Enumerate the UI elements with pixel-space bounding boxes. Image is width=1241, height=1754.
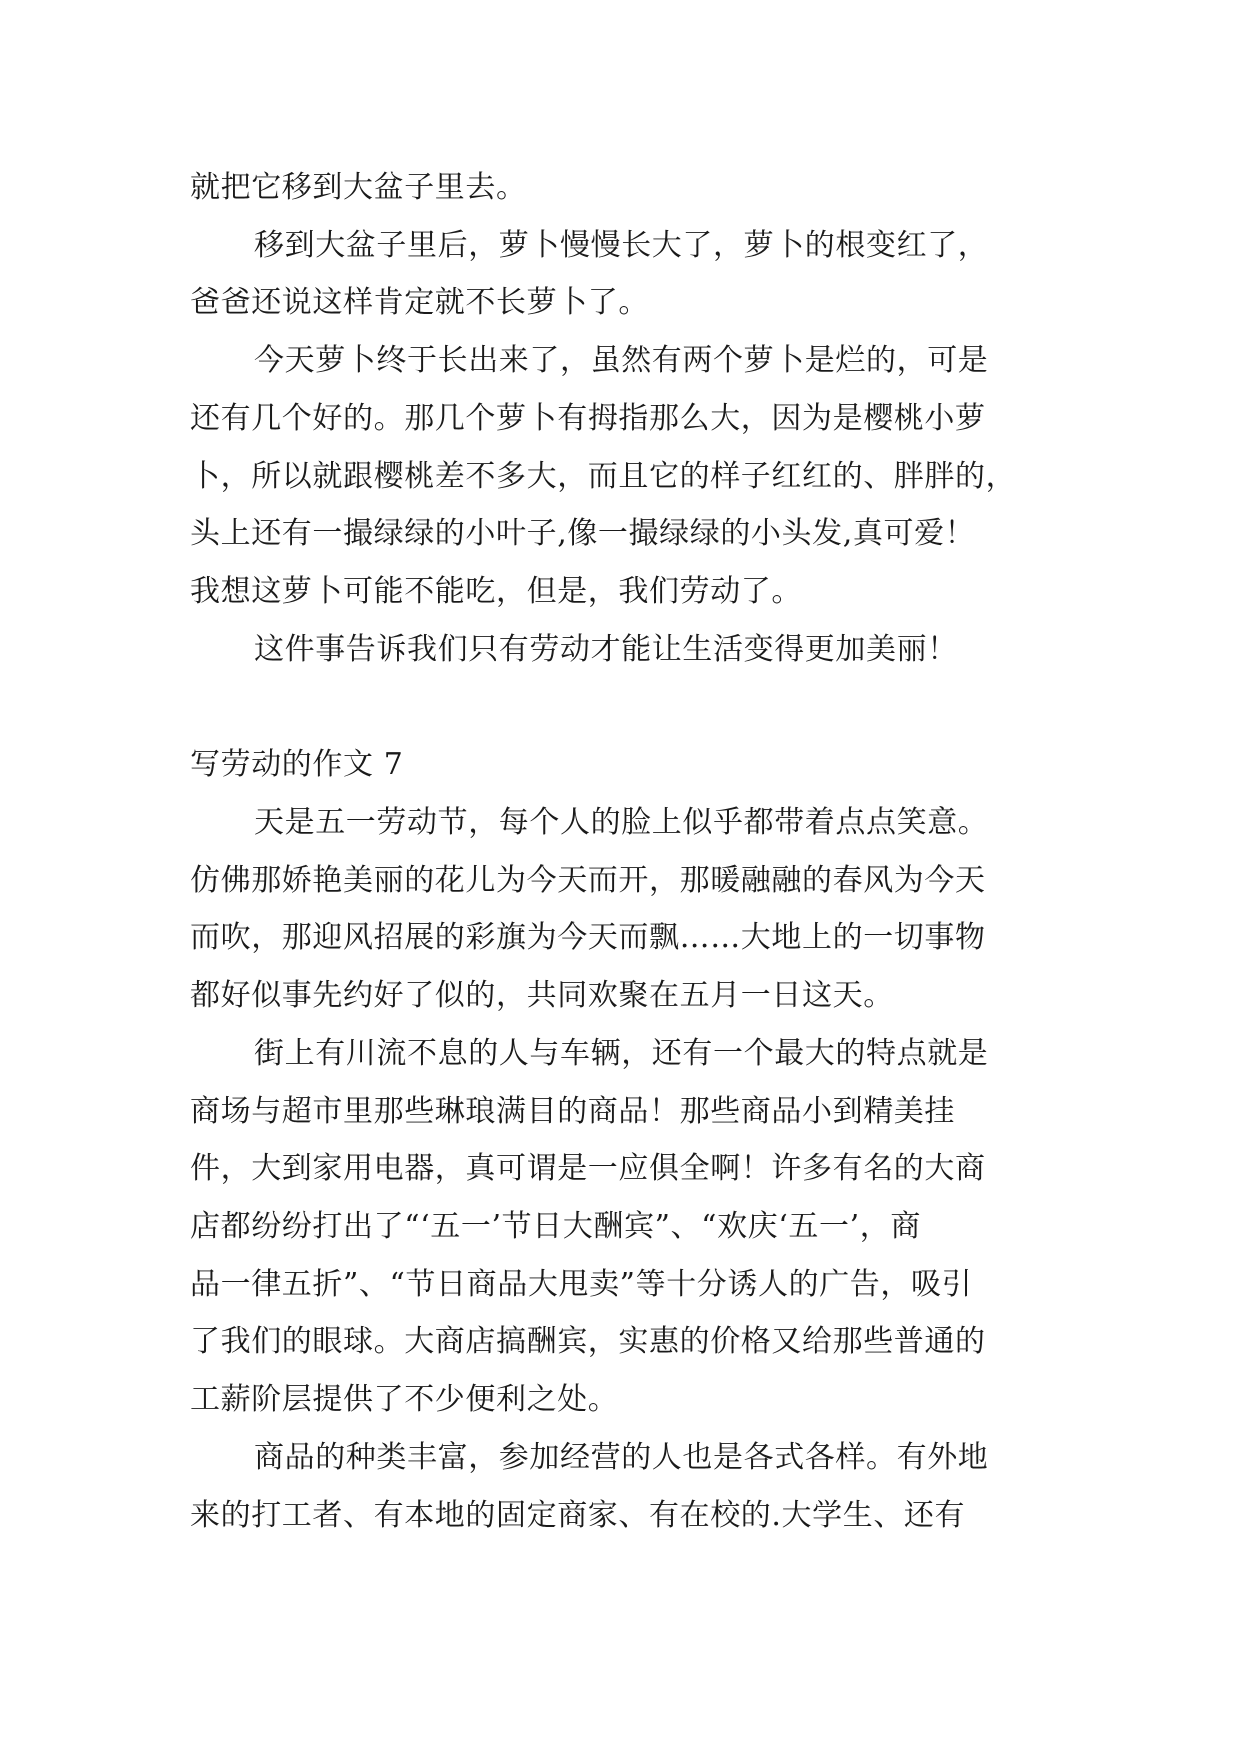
text-line: 爸爸还说这样肯定就不长萝卜了。 — [190, 285, 649, 320]
text-line: 卜，所以就跟樱桃差不多大，而且它的样子红红的、胖胖的， — [190, 459, 1017, 494]
text-line: 还有几个好的。那几个萝卜有拇指那么大，因为是樱桃小萝 — [190, 401, 986, 436]
paragraph-first-line: 移到大盆子里后，萝卜慢慢长大了，萝卜的根变红了， — [254, 228, 989, 263]
section-heading: 写劳动的作文 7 — [190, 747, 404, 782]
text-line: 店都纷纷打出了“‘五一’节日大酬宾”、“欢庆‘五一’，商 — [190, 1209, 921, 1244]
text-line: 来的打工者、有本地的固定商家、有在校的.大学生、还有 — [190, 1498, 966, 1533]
text-line: 而吹，那迎风招展的彩旗为今天而飘……大地上的一切事物 — [190, 920, 986, 955]
text-line: 品一律五折”、“节日商品大甩卖”等十分诱人的广告，吸引 — [190, 1267, 973, 1302]
text-line: 商场与超市里那些琳琅满目的商品！那些商品小到精美挂 — [190, 1094, 955, 1129]
text-line: 仿佛那娇艳美丽的花儿为今天而开，那暖融融的春风为今天 — [190, 863, 986, 898]
paragraph-first-line: 这件事告诉我们只有劳动才能让生活变得更加美丽！ — [254, 632, 958, 667]
text-line: 工薪阶层提供了不少便利之处。 — [190, 1382, 619, 1417]
text-line: 头上还有一撮绿绿的小叶子,像一撮绿绿的小头发,真可爱！ — [190, 516, 976, 551]
text-line: 了我们的眼球。大商店搞酬宾，实惠的价格又给那些普通的 — [190, 1324, 986, 1359]
paragraph-first-line: 今天萝卜终于长出来了，虽然有两个萝卜是烂的，可是 — [254, 343, 989, 378]
paragraph-first-line: 商品的种类丰富，参加经营的人也是各式各样。有外地 — [254, 1440, 989, 1475]
text-line: 我想这萝卜可能不能吃，但是，我们劳动了。 — [190, 574, 802, 609]
paragraph-first-line: 天是五一劳动节，每个人的脸上似乎都带着点点笑意。 — [254, 805, 989, 840]
text-line: 件，大到家用电器，真可谓是一应俱全啊！许多有名的大商 — [190, 1151, 986, 1186]
text-line: 都好似事先约好了似的，共同欢聚在五月一日这天。 — [190, 978, 894, 1013]
paragraph-first-line: 街上有川流不息的人与车辆，还有一个最大的特点就是 — [254, 1036, 989, 1071]
text-line: 就把它移到大盆子里去。 — [190, 170, 527, 205]
